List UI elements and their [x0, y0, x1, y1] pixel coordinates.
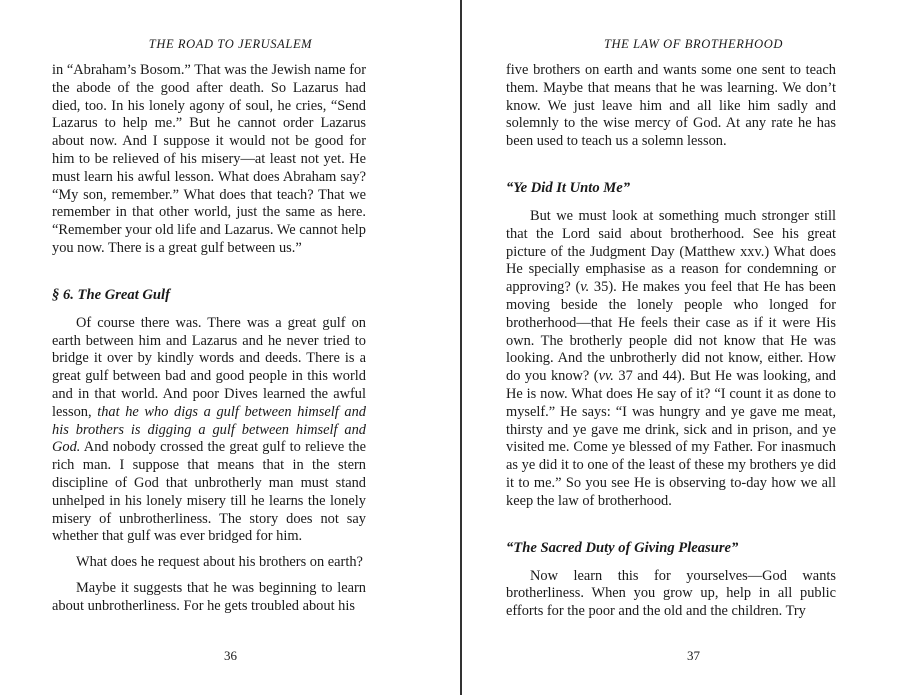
text-run: Of course there was. There was a great gulf on earth between him and Lazarus and he never tried to bridge it over by kindly words and deeds. There is a great gulf between bad and good people in this world and in that world. And poor Dives learned the awful lesson,: [52, 314, 366, 420]
italic-emphasis: that he who digs a gulf between himself and his brothers is digging a gulf between himself and God.: [52, 403, 366, 456]
verse-abbrev: vv.: [598, 368, 614, 385]
section-heading: “Ye Did It Unto Me”: [506, 179, 631, 196]
section-heading: “The Sacred Duty of Giving Pleasure”: [506, 539, 739, 556]
right-page: [463, 0, 924, 695]
text-run: But we must look at something much stronger still that the Lord said about brotherhood. See his great picture of the Judgment Day (Matthew xxv.) What does He specially emphasise as a reason for condemning or approving? (: [506, 207, 836, 296]
paragraph: [52, 315, 366, 546]
page-number: 36: [224, 648, 237, 663]
page-body: [506, 62, 836, 621]
paragraph: What does he request about his brothers on earth?: [76, 554, 363, 571]
page-number: 37: [687, 648, 700, 663]
text-run: 35). He makes you feel that He has been moving beside the lonely people who longed for brotherhood—that He feels their case as if it were His own. The brotherly people did not know that He was looking. And the unbrotherly did not know, either. How do you know? (: [506, 279, 836, 385]
paragraph: Maybe it suggests that he was beginning to learn about unbrotherliness. For he gets troubled about his: [52, 579, 366, 614]
running-head: THE LAW OF BROTHERHOOD: [603, 37, 784, 51]
paragraph: five brothers on earth and wants some one sent to teach them. Maybe that means that he was learning. We don’t know. We just leave him and all like him sadly and solemnly to the wise mercy of God. At any rate he has been used to teach us a solemn lesson.: [506, 62, 836, 150]
verse-abbrev: v.: [580, 279, 590, 296]
paragraph: [506, 208, 836, 511]
text-run: 37 and 44). But He was looking, and He is now. What does He say of it? “I count it as done to myself.” He says: “I was hungry and ye gave me meat, thirsty and ye gave me drink, sick and in prison, and ye visited me. Come ye blessed of my Father. For inasmuch as ye did it to one of the least of these my brothers ye did it to me.” So you see He is observing to-day how we all keep the law of brotherhood.: [506, 368, 836, 509]
paragraph: Now learn this for yourselves—God wants brotherliness. When you grow up, help in all public efforts for the poor and the old and the children. Try: [506, 567, 836, 620]
book-spine-divider: [460, 0, 462, 695]
paragraph: in “Abraham’s Bosom.” That was the Jewish name for the abode of the good after death. So Lazarus had died, too. In his lonely agony of soul, he cries, “Send Lazarus to help me.” But he cannot order Lazarus about now. And I suppose it would not be good for him to be relieved of his misery—at least not yet. He must learn his awful lesson. What does Abraham say? “My son, remember.” What does that teach? That we remember in that other world, just the same as here. “Remember your old life and Lazarus. We cannot help you now. There is a great gulf between us.”: [52, 62, 366, 256]
page-body: [52, 62, 366, 616]
left-page: [0, 0, 461, 695]
section-heading: § 6. The Great Gulf: [52, 286, 170, 303]
running-head: THE ROAD TO JERUSALEM: [148, 37, 313, 51]
text-run: And nobody crossed the great gulf to relieve the rich man. I suppose that means that in the stern discipline of God that unbrotherly man must stand unhelped in his lonely misery till he learns the lonely misery of unbrotherliness. The story does not say whether that gulf was ever bridged for him.: [52, 439, 366, 545]
